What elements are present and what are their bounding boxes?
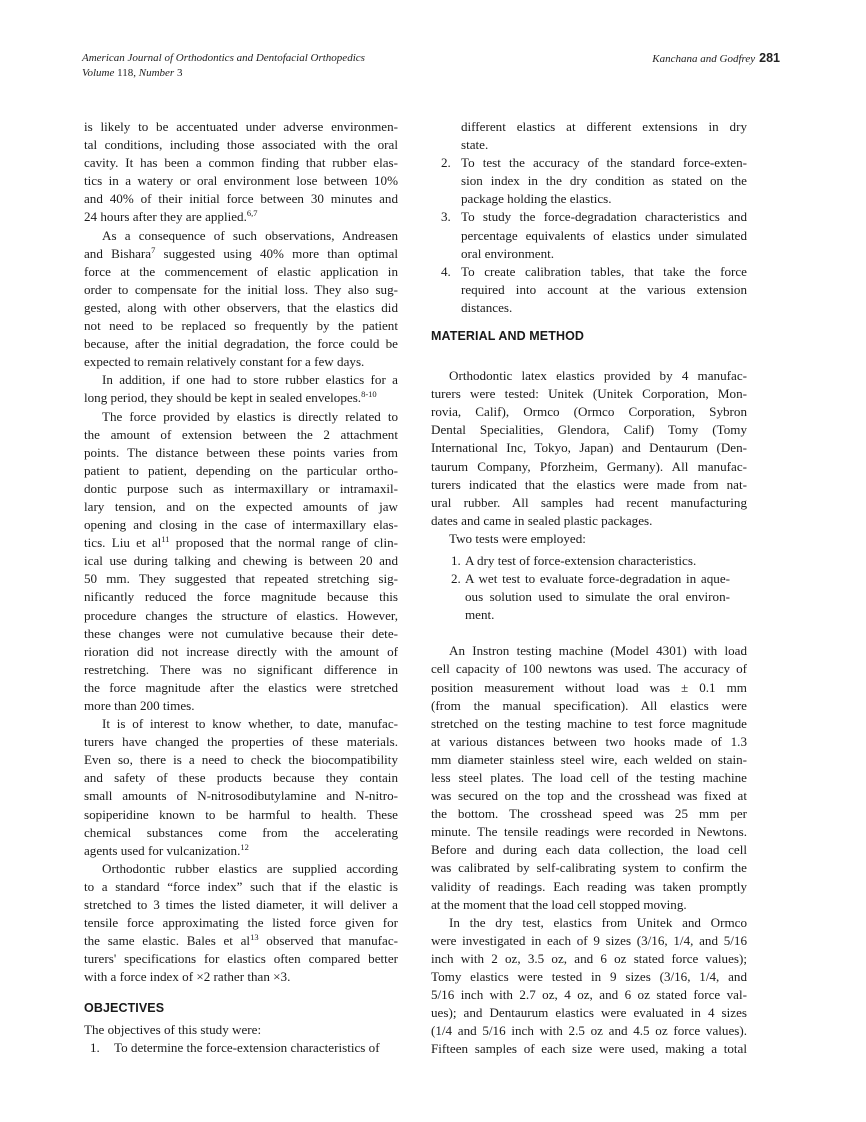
list-number: 1. — [90, 1039, 100, 1055]
text-line: Before and during each data collection, the load cell — [431, 842, 747, 858]
spacer — [431, 624, 747, 642]
list-number: 2. — [451, 571, 461, 587]
text-line: tensile force approximating the listed force given for — [84, 915, 398, 931]
text-line: order to compensate for the initial loss. They also sug- — [84, 281, 398, 297]
text-line: required into account at the various extension — [461, 281, 747, 297]
text-fragment: proposed that the normal range of clin- — [169, 535, 398, 551]
text-line: A dry test of force-extension characteristics. — [465, 552, 697, 568]
objective-item-1 — [84, 1039, 398, 1057]
test-item-1 — [431, 552, 747, 570]
text-line: tal conditions, including those associated with the oral — [84, 137, 398, 153]
text-fragment: observed that manufac- — [258, 933, 398, 949]
number-value: 3 — [176, 67, 183, 79]
text-line: percentage equivalents of elastics under simulated — [461, 227, 747, 243]
text-line: sion index in the dry condition as stated on the — [461, 173, 747, 189]
text-line: 50 mm. They suggested that repeated stretching sig- — [84, 571, 398, 587]
text-fragment: tics. Liu et al — [84, 535, 162, 551]
text-fragment: suggested using 40% more than optimal — [155, 245, 398, 261]
paragraph-5 — [84, 715, 398, 860]
text-line: because, after the initial degradation, the force could be — [84, 336, 398, 352]
text-line: turers were tested: Unitek (Unitek Corporation, Mon- — [431, 386, 747, 402]
text-line: Dental Specialities, Glendora, Calif) Tomy (Tomy — [431, 422, 747, 438]
spacer — [431, 317, 747, 327]
text-fragment: the same elastic. Bales et al — [84, 933, 251, 949]
running-head-left — [82, 51, 365, 81]
spacer — [431, 345, 747, 367]
left-column — [84, 118, 398, 1057]
text-fragment: agents used for vulcanization. — [84, 842, 241, 858]
text-line: chemical substances come from the accelerating — [84, 824, 398, 840]
text-line — [84, 534, 398, 552]
text-line: expected to remain relatively constant for a few days. — [84, 354, 365, 370]
text-line: nificantly reduced the force magnitude because this — [84, 589, 398, 605]
text-line: rioration did not increase directly with the amount of — [84, 643, 398, 659]
text-line: ment. — [465, 607, 495, 623]
text-line: more than 200 times. — [84, 698, 195, 713]
paragraph-4 — [84, 408, 398, 716]
text-line: package holding the elastics. — [461, 191, 612, 207]
objective-item-1-continued — [431, 118, 747, 154]
text-line: with a force index of ×2 rather than ×3. — [84, 969, 291, 985]
text-fragment: and Bishara — [84, 245, 152, 261]
list-number: 2. — [441, 155, 451, 171]
text-line: and 40% of their initial force between 30 minutes and — [84, 191, 398, 207]
text-line: were investigated in each of 9 sizes (3/16, 1/4, and 5/16 — [431, 932, 747, 948]
text-line: to a standard “force index” such that if the elastic is — [84, 878, 398, 894]
section-heading-objectives: OBJECTIVES — [84, 1000, 165, 1015]
text-line: Orthodontic rubber elastics are supplied according — [102, 860, 398, 876]
text-line: (1/4 and 5/16 inch with 2.5 oz and 4.5 oz force values). — [431, 1023, 747, 1039]
text-line: is likely to be accentuated under adverse environmen- — [84, 119, 398, 134]
text-line: at various distances between two hooks made of 1.3 — [431, 733, 747, 749]
text-line: position measurement without load was ± 0.1 mm — [431, 679, 747, 695]
citation-ref: 7 — [151, 244, 156, 255]
journal-title: American Journal of Orthodontics and Dentofacial Orthopedics — [82, 52, 365, 64]
text-line: cavity. It has been a common finding that rubber elas- — [84, 155, 398, 171]
text-line: In the dry test, elastics from Unitek and Ormco — [449, 914, 747, 930]
text-fragment: 24 hours after they are applied. — [84, 209, 247, 225]
list-number: 1. — [451, 552, 461, 568]
objective-item-2 — [431, 154, 747, 208]
paragraph-1 — [84, 118, 398, 227]
text-line: oral environment. — [461, 245, 555, 261]
text-line: As a consequence of such observations, Andreasen — [102, 227, 398, 243]
test-item-2 — [431, 570, 730, 624]
text-line — [84, 245, 398, 263]
text-line: small amounts of N-nitrosodibutylamine and N-nitro- — [84, 788, 398, 804]
text-line: dontic purpose such as intermaxillary or intramaxil- — [84, 480, 398, 496]
text-line: The force provided by elastics is directly related to — [102, 408, 398, 424]
text-line — [84, 932, 398, 950]
text-line: Even so, there is a need to check the biocompatibility — [84, 752, 398, 768]
text-line: (from the manual specification). All elastics were — [431, 697, 747, 713]
text-line: restretching. There was no significant difference in — [84, 661, 398, 677]
paragraph-3 — [84, 371, 398, 407]
text-line: lary tension, and on the expected amounts of jaw — [84, 498, 398, 514]
text-line: It is of interest to know whether, to date, manufac- — [102, 716, 398, 732]
citation-ref: 13 — [250, 932, 259, 943]
text-line: stretched on the testing machine to test force magnitude — [431, 715, 747, 731]
running-head-right — [652, 51, 780, 67]
text-line: To test the accuracy of the standard force-exten- — [461, 155, 747, 171]
text-line: International Inc, Tokyo, Japan) and Dentaurum (Den- — [431, 440, 747, 456]
text-line: turers have changed the properties of these materials. — [84, 734, 398, 750]
text-line: distances. — [461, 299, 513, 315]
text-line: the bottom. The crosshead speed was 25 mm per — [431, 806, 747, 822]
volume-label: Volume — [82, 67, 115, 79]
text-line: Orthodontic latex elastics provided by 4 manufac- — [449, 368, 747, 384]
text-line: not need to be replaced so frequently by the patient — [84, 318, 398, 334]
text-line: In addition, if one had to store rubber elastics for a — [102, 372, 398, 388]
text-line: minute. The tensile readings were recorded in Newtons. — [431, 824, 747, 840]
objectives-intro: The objectives of this study were: — [84, 1021, 262, 1037]
text-line: less steel plates. The load cell of the testing machine — [431, 770, 747, 785]
text-line: the amount of extension between the 2 attachment — [84, 426, 398, 442]
text-fragment: long period, they should be kept in sealed envelopes. — [84, 390, 362, 406]
text-line — [84, 208, 398, 226]
text-line: at the moment that the load cell stopped moving. — [431, 896, 687, 912]
tests-intro: Two tests were employed: — [449, 530, 586, 546]
list-number: 4. — [441, 263, 451, 279]
text-line: ural rubber. All samples had recent manufacturing — [431, 494, 747, 510]
text-line: and safety of these products because they contain — [84, 770, 398, 786]
text-line: procedure changes the structure of elastics. However, — [84, 607, 398, 623]
text-line: Tomy elastics were tested in 9 sizes (3/16, 1/4, and — [431, 969, 747, 985]
spacer — [84, 987, 398, 999]
text-line: ical use during talking and chewing is between 20 and — [84, 553, 398, 569]
text-line: patient to patient, depending on the particular ortho- — [84, 462, 398, 478]
text-line: tics in a watery or oral environment lose between 10% — [84, 173, 398, 189]
text-line: 5/16 inch with 2.7 oz, 4 oz, and 6 oz stated force val- — [431, 987, 747, 1003]
method-paragraph-3 — [431, 914, 747, 1059]
list-text: To determine the force-extension characteristics of — [114, 1039, 380, 1055]
text-line: sopiperidine known to be harmful to health. These — [84, 806, 398, 822]
method-paragraph-1 — [431, 367, 747, 530]
text-line: rovia, Calif), Ormco (Ormco Corporation, Sybron — [431, 404, 747, 420]
text-line: ous solution used to simulate the oral environ- — [465, 589, 730, 605]
objective-item-3 — [431, 208, 747, 262]
text-line: force at the commencement of elastic application in — [84, 263, 398, 279]
volume-number — [82, 66, 365, 81]
text-line: mm diameter stainless steel wire, each welded on stain- — [431, 751, 747, 767]
text-line: dates and came in sealed plastic packages. — [431, 512, 653, 528]
text-line — [84, 389, 398, 407]
citation-ref: 8-10 — [361, 389, 377, 400]
paragraph-6 — [84, 860, 398, 987]
text-line: points. The distance between these points varies from — [84, 444, 398, 460]
number-label: Number — [138, 67, 175, 79]
citation-ref: 12 — [240, 841, 249, 852]
citation-ref: 11 — [161, 534, 170, 545]
text-line: validity of readings. Each reading was taken promptly — [431, 878, 747, 894]
text-line: stretched to 3 times the listed diameter, it will deliver a — [84, 897, 398, 913]
text-line: the force magnitude after the elastics were stretched — [84, 679, 398, 695]
text-line: was secured on the top and the crosshead was fixed at — [431, 788, 747, 804]
text-line: was calibrated by self-calibrating system to confirm the — [431, 860, 747, 876]
text-line: gested, along with other observers, that the elastics did — [84, 299, 398, 315]
text-line: state. — [461, 137, 489, 153]
text-line: turers' specifications for elastics often compared better — [84, 951, 398, 967]
text-line: To study the force-degradation characteristics and — [461, 209, 747, 225]
text-line: cell capacity of 100 newtons was used. The accuracy of — [431, 661, 747, 677]
method-paragraph-2 — [431, 642, 747, 913]
right-column — [431, 118, 747, 1059]
authors: Kanchana and Godfrey — [652, 53, 756, 65]
text-line: Fifteen samples of each size were used, making a total — [431, 1041, 747, 1057]
objective-item-4 — [431, 263, 747, 317]
text-line: inch with 2 oz, 3.5 oz, and 6 oz stated force values); — [431, 950, 747, 966]
text-line: turers indicated that the elastics were made from nat- — [431, 476, 747, 492]
text-line: A wet test to evaluate force-degradation in aque- — [465, 571, 730, 587]
section-heading-material-and-method: MATERIAL AND METHOD — [431, 329, 585, 344]
volume-value: 118, — [117, 67, 139, 79]
text-line: these changes were not cumulative because their dete- — [84, 625, 398, 641]
text-line: different elastics at different extensions in dry — [461, 119, 747, 134]
citation-ref: 6,7 — [246, 208, 258, 219]
list-number: 3. — [441, 209, 451, 225]
text-line: An Instron testing machine (Model 4301) with load — [449, 643, 747, 659]
page-number: 281 — [759, 51, 780, 65]
text-line: taurum Company, Pforzheim, Germany). All manufac- — [431, 458, 747, 474]
text-line — [84, 842, 398, 860]
text-line: To create calibration tables, that take the force — [461, 263, 747, 279]
text-line: ues); and Dentaurum elastics were evaluated in 4 sizes — [431, 1005, 747, 1021]
text-line: opening and closing in the case of intermaxillary elas- — [84, 517, 398, 533]
paragraph-2 — [84, 227, 398, 372]
